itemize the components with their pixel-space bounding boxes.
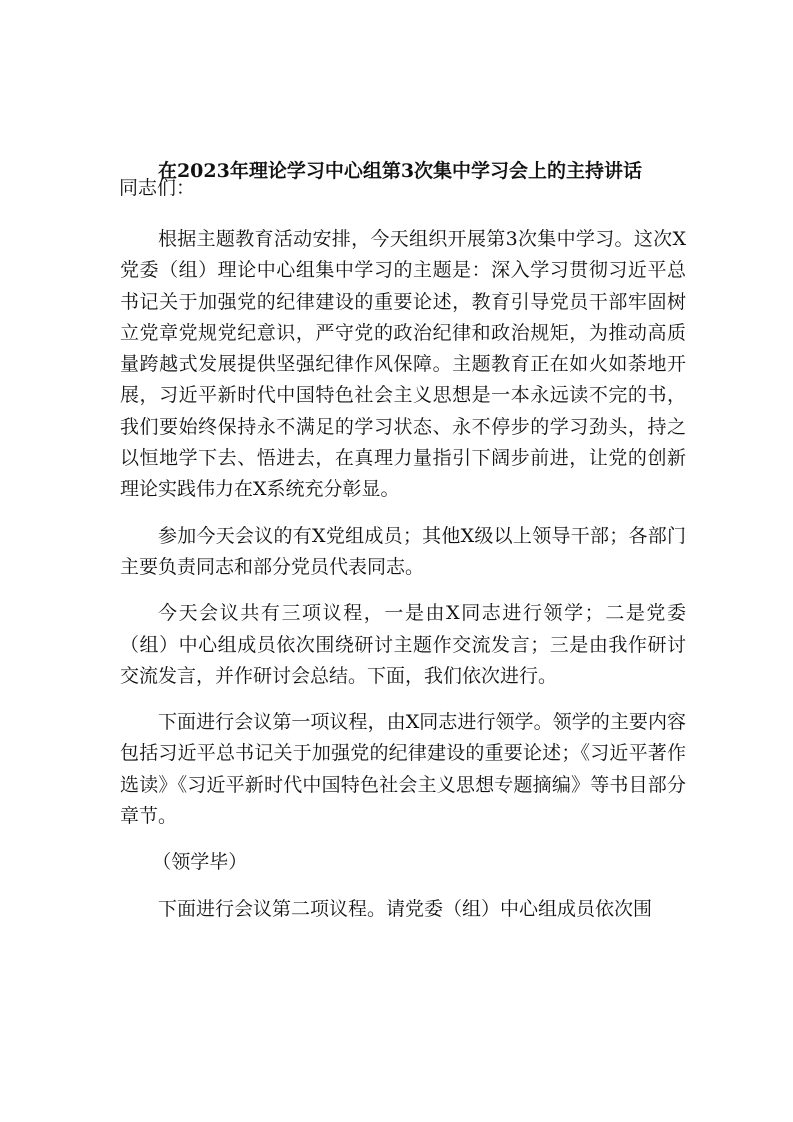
salutation: 同志们： [119,177,196,199]
paragraph-second-item: 下面进行会议第二项议程。请党委（组）中心组成员依次围 [158,897,653,920]
paragraph-study-theme: 根据主题教育活动安排，今天组织开展第3次集中学习。这次X党委（组）理论中心组集中学习的主题是：深入学习贯彻习近平总书记关于加强党的纪律建设的重要论述，教育引导党员干部牢固树立党章党规党纪意识，严守党的政治纪律和政治规矩，为推动高质量跨越式发展提供坚强纪律作风保障。主题教育正在如火如荼地开展，习近平新时代中国特色社会主义思想是一本永远读不完的书，我们要始终保持永不满足的学习状态、永不停步的学习劲头，持之以恒地学下去、悟进去，在真理力量指引下阔步前进，让党的创新理论实践伟力在X系统充分彰显。 [120,228,686,501]
document-body [120,224,686,940]
document-title: 在2023年理论学习中心组第3次集中学习会上的主持讲话 [157,160,643,182]
paragraph-first-item: 下面进行会议第一项议程，由X同志进行领学。领学的主要内容包括习近平总书记关于加强党的纪律建设的重要论述；《习近平著作选读》《习近平新时代中国特色社会主义思想专题摘编》等书目部分章节。 [120,711,686,828]
paragraph-study-finished: （领学毕） [152,851,248,874]
paragraph-agenda: 今天会议共有三项议程，一是由X同志进行领学；二是党委（组）中心组成员依次围绕研讨主题作交流发言；三是由我作研讨交流发言，并作研讨会总结。下面，我们依次进行。 [120,602,686,687]
paragraph-attendees: 参加今天会议的有X党组成员；其他X级以上领导干部；各部门主要负责同志和部分党员代表同志。 [120,524,686,578]
